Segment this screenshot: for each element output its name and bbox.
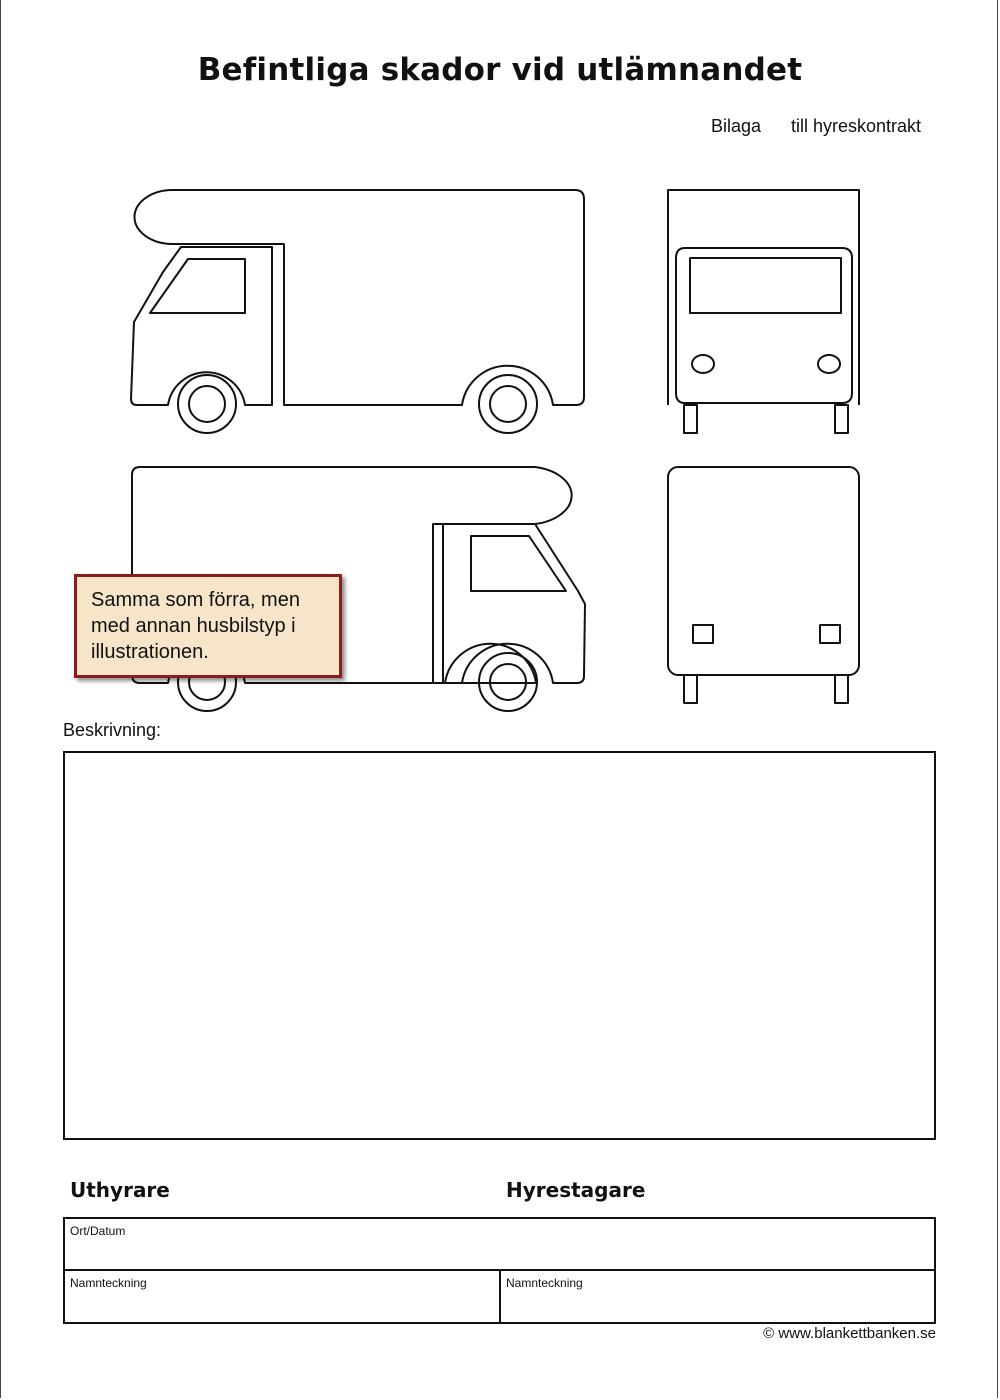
lessor-signature-field[interactable] — [65, 1271, 501, 1322]
cab-body-right — [443, 524, 585, 683]
contract-reference: till hyreskontrakt — [791, 116, 922, 136]
description-label: Beskrivning: — [63, 720, 162, 740]
front-cab-outline — [676, 248, 852, 403]
signature-label-left: Namnteckning — [70, 1276, 147, 1290]
page-title: Befintliga skador vid utlämnandet — [197, 52, 803, 88]
windshield — [690, 258, 841, 313]
place-date-label: Ort/Datum — [70, 1224, 126, 1238]
description-field[interactable] — [63, 751, 936, 1140]
place-date-field[interactable] — [65, 1219, 934, 1271]
comment-note[interactable]: Samma som förra, men med annan husbilstyp i illustrationen. — [74, 574, 342, 678]
lessee-heading: Hyrestagare — [506, 1178, 646, 1202]
headlight-right — [818, 355, 840, 373]
headlight-left — [692, 355, 714, 373]
motorhome-rear — [668, 467, 859, 703]
rear-wheel-right-view — [835, 675, 848, 703]
attachment-label: Bilaga — [711, 116, 762, 136]
cab-window-right — [471, 536, 566, 591]
rear-wheel — [479, 375, 537, 433]
copyright-footer: © www.blankettbanken.se — [763, 1325, 936, 1342]
rear-light-right — [820, 625, 840, 643]
rear-light-left — [693, 625, 713, 643]
front-wheel-left — [684, 405, 697, 433]
rear-wheel-left — [684, 675, 697, 703]
signature-label-right: Namnteckning — [506, 1276, 583, 1290]
cab-window — [150, 259, 245, 313]
cab-body — [131, 247, 272, 405]
front-wheel — [178, 375, 236, 433]
motorhome-front — [668, 190, 859, 433]
lessee-signature-field[interactable] — [501, 1271, 934, 1322]
lessor-heading: Uthyrare — [70, 1178, 170, 1202]
front-wheel-right — [835, 405, 848, 433]
motorhome-left-side — [131, 190, 584, 433]
signature-table — [63, 1217, 936, 1324]
